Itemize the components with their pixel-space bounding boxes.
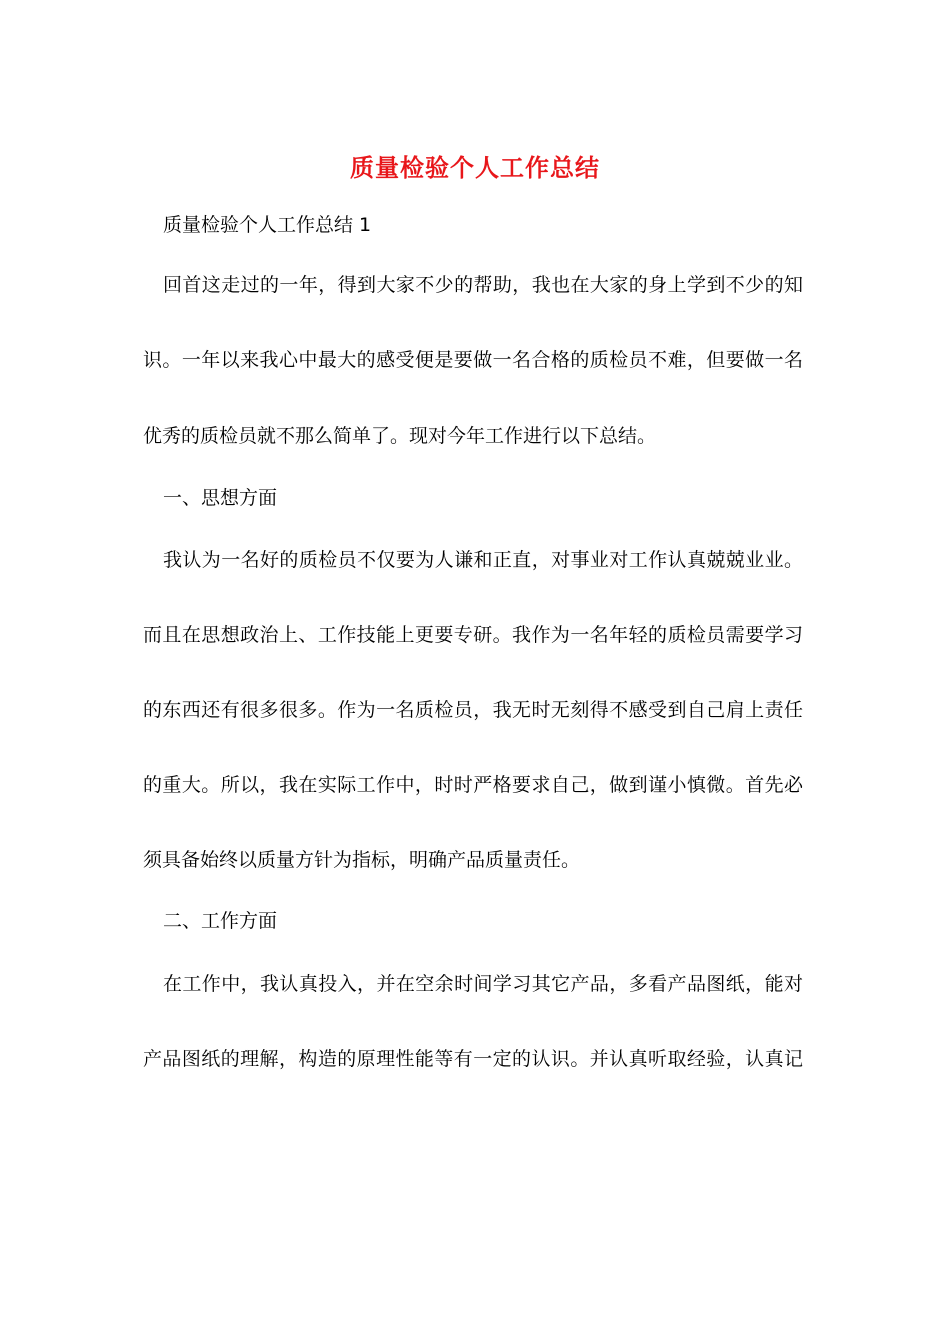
section-heading: 二、工作方面 [163,910,278,932]
paragraph-line: 须具备始终以质量方针为指标，明确产品质量责任。 [143,849,581,871]
paragraph-line: 的重大。所以，我在实际工作中，时时严格要求自己，做到谨小慎微。首先必 [143,774,803,796]
paragraph-line: 识。一年以来我心中最大的感受便是要做一名合格的质检员不难，但要做一名 [143,349,803,371]
paragraph-line: 产品图纸的理解，构造的原理性能等有一定的认识。并认真听取经验，认真记 [143,1048,803,1070]
section-subtitle: 质量检验个人工作总结 1 [163,214,372,236]
paragraph-line: 的东西还有很多很多。作为一名质检员，我无时无刻得不感受到自己肩上责任 [143,699,803,721]
document-title: 质量检验个人工作总结 [350,153,600,182]
paragraph-line: 在工作中，我认真投入，并在空余时间学习其它产品，多看产品图纸，能对 [163,973,803,995]
paragraph-line: 而且在思想政治上、工作技能上更要专研。我作为一名年轻的质检员需要学习 [143,624,803,646]
paragraph-line: 回首这走过的一年，得到大家不少的帮助，我也在大家的身上学到不少的知 [163,274,803,296]
paragraph-line: 我认为一名好的质检员不仅要为人谦和正直，对事业对工作认真兢兢业业。 [163,549,803,571]
section-heading: 一、思想方面 [163,487,278,509]
paragraph-line: 优秀的质检员就不那么简单了。现对今年工作进行以下总结。 [143,425,657,447]
